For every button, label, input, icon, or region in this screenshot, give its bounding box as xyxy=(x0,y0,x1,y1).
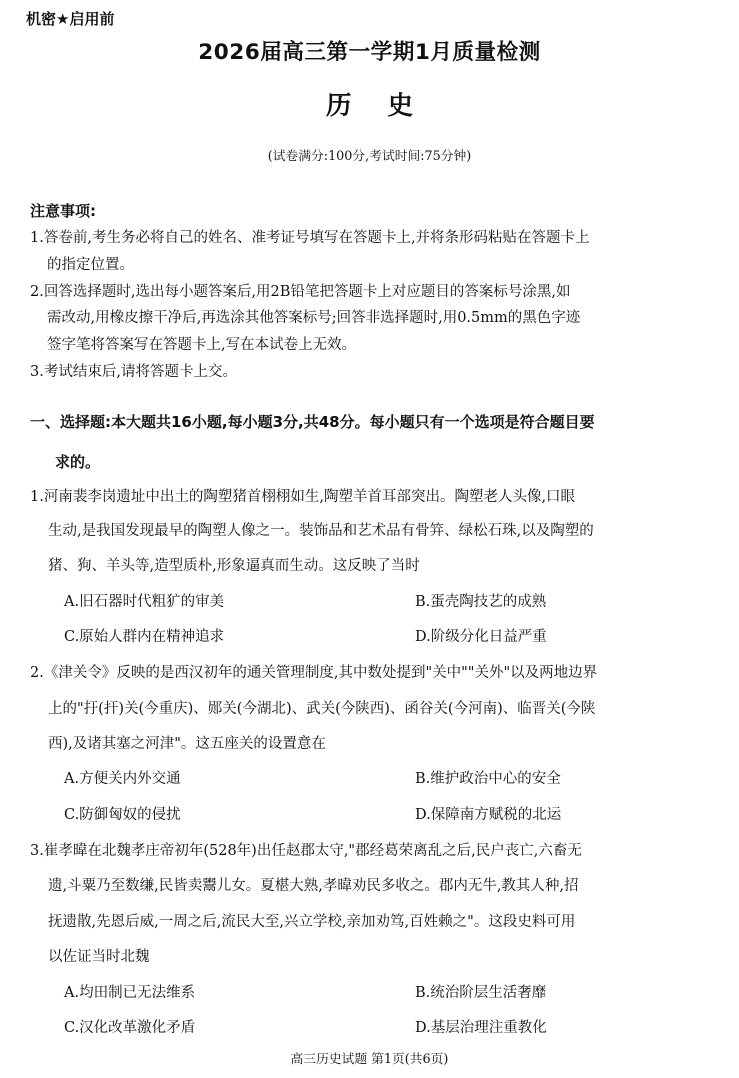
page-footer: 高三历史试题 第1页(共6页) xyxy=(290,1052,449,1067)
question-2-line: 2.《津关令》反映的是西汉初年的通关管理制度,其中数处提到"关中""关外"以及两地边界 xyxy=(30,665,598,681)
confidential-label: 机密★启用前 xyxy=(26,10,115,28)
question-1-line: 猪、狗、羊头等,造型质朴,形象逼真而生动。这反映了当时 xyxy=(48,558,420,574)
question-3-line: 抚遗散,先恩后威,一周之后,流民大至,兴立学校,亲加劝笃,百姓赖之"。这段史料可用 xyxy=(48,914,576,930)
question-1-option-a: A.旧石器时代粗犷的审美 xyxy=(64,594,225,610)
question-1-line: 生动,是我国发现最早的陶塑人像之一。装饰品和艺术品有骨笄、绿松石珠,以及陶塑的 xyxy=(48,523,594,539)
question-3-option-a: A.均田制已无法维系 xyxy=(64,985,196,1001)
question-3-option-d: D.基层治理注重教化 xyxy=(415,1020,547,1036)
question-2-option-a: A.方便关内外交通 xyxy=(64,771,181,787)
question-1-option-b: B.蛋壳陶技艺的成熟 xyxy=(415,594,547,610)
question-3-line: 遗,斗粟乃至数缣,民皆卖鬻儿女。夏椹大熟,孝暐劝民多收之。郡内无牛,教其人种,招 xyxy=(48,878,579,894)
question-1-line: 1.河南裴李岗遗址中出土的陶塑猪首栩栩如生,陶塑羊首耳部突出。陶塑老人头像,口眼 xyxy=(30,489,576,505)
notes-line: 2.回答选择题时,选出每小题答案后,用2B铅笔把答题卡上对应题目的答案标号涂黑,如 xyxy=(30,284,571,300)
notes-line: 签字笔将答案写在答题卡上,写在本试卷上无效。 xyxy=(47,337,357,353)
question-2-option-b: B.维护政治中心的安全 xyxy=(415,771,561,787)
section-heading-cont: 求的。 xyxy=(55,453,101,471)
question-2-option-d: D.保障南方赋税的北运 xyxy=(415,807,562,823)
subject-title: 历史 xyxy=(325,91,449,121)
section-heading: 一、选择题:本大题共16小题,每小题3分,共48分。每小题只有一个选项是符合题目要 xyxy=(30,413,595,431)
question-2-line: 上的"扜(扞)关(今重庆)、郧关(今湖北)、武关(今陕西)、函谷关(今河南)、临晋关(今陕 xyxy=(48,701,596,717)
exam-title: 2026届高三第一学期1月质量检测 xyxy=(198,40,541,65)
question-1-option-d: D.阶级分化日益严重 xyxy=(415,629,547,645)
question-1-option-c: C.原始人群内在精神追求 xyxy=(64,629,225,645)
notes-line: 的指定位置。 xyxy=(47,257,134,273)
question-3-option-c: C.汉化改革激化矛盾 xyxy=(64,1020,196,1036)
question-3-option-b: B.统治阶层生活奢靡 xyxy=(415,985,547,1001)
notes-line: 3.考试结束后,请将答题卡上交。 xyxy=(30,364,237,380)
notes-line: 1.答卷前,考生务必将自己的姓名、准考证号填写在答题卡上,并将条形码粘贴在答题卡上 xyxy=(30,230,590,246)
question-2-line: 西),及诸其塞之河津"。这五座关的设置意在 xyxy=(48,736,326,752)
question-3-line: 以佐证当时北魏 xyxy=(48,949,150,965)
notes-heading: 注意事项: xyxy=(30,202,96,220)
notes-line: 需改动,用橡皮擦干净后,再选涂其他答案标号;回答非选择题时,用0.5mm的黑色字迹 xyxy=(47,310,581,326)
question-3-line: 3.崔孝暐在北魏孝庄帝初年(528年)出任赵郡太守,"郡经葛荣离乱之后,民户丧亡,六畜无 xyxy=(30,843,582,859)
exam-meta: (试卷满分:100分,考试时间:75分钟) xyxy=(267,149,472,164)
question-2-option-c: C.防御匈奴的侵扰 xyxy=(64,807,181,823)
